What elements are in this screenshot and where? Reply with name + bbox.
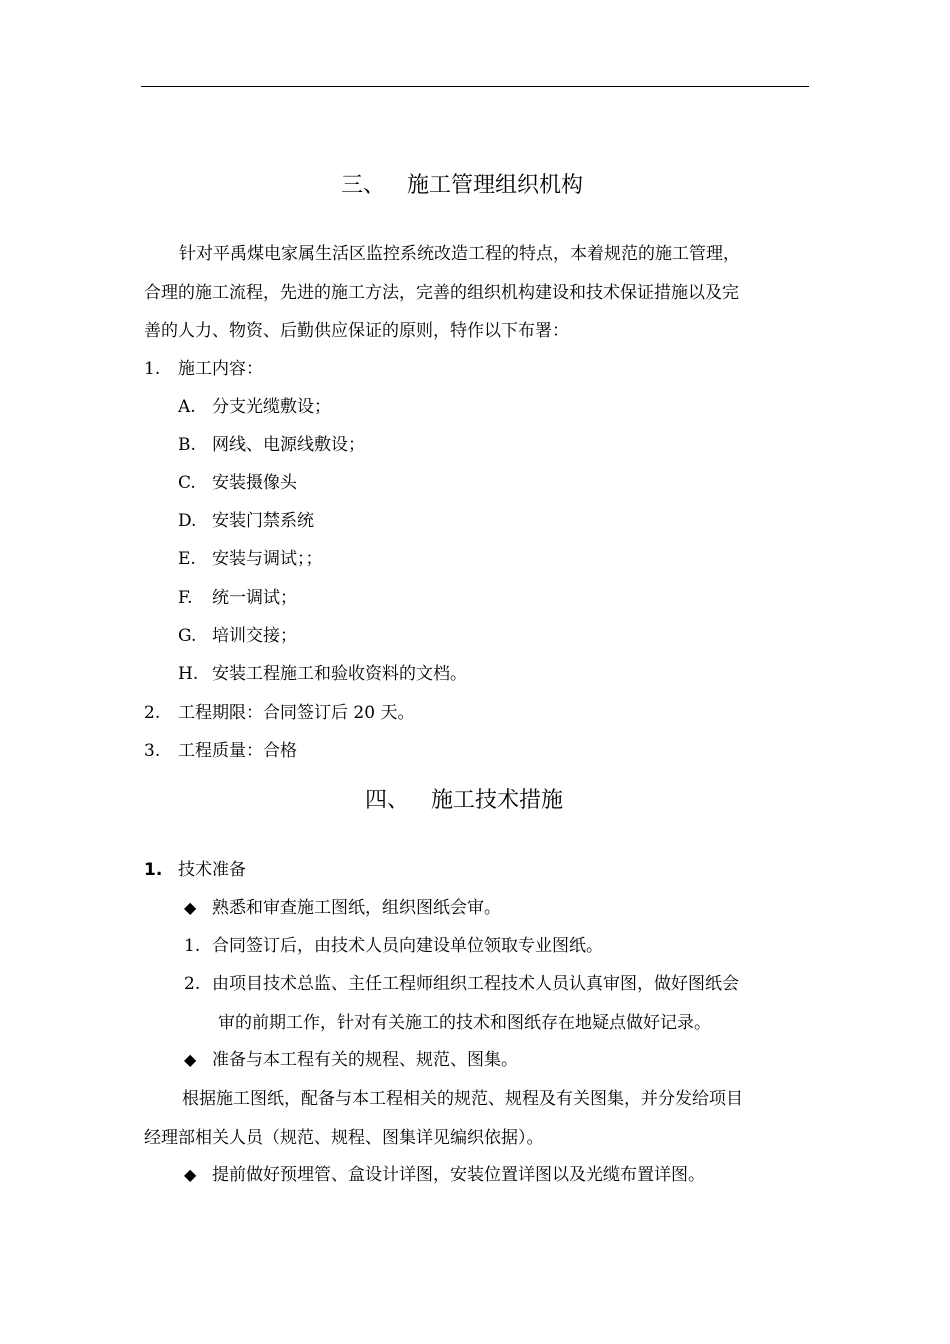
sub-item-text: 安装摄像头 (212, 473, 297, 493)
bullet-text: 准备与本工程有关的规程、规范、图集。 (212, 1050, 518, 1070)
section3-title: 施工管理组织机构 (407, 173, 584, 198)
diamond-bullet-icon: ◆ (184, 898, 197, 917)
sub-item-text: 网线、电源线敷设； (212, 435, 365, 455)
intro-line-1: 针对平禹煤电家属生活区监控系统改造工程的特点，本着规范的施工管理， (179, 244, 740, 264)
sub-item-text: 分支光缆敷设； (212, 397, 331, 417)
item2-text: 工程期限：合同签订后 20 天。 (178, 703, 415, 723)
sub-item-letter: C. (178, 473, 196, 493)
sub-item-letter: E. (178, 549, 196, 569)
diamond-bullet-icon: ◆ (184, 1165, 197, 1184)
bullet-text: 熟悉和审查施工图纸，组织图纸会审。 (212, 898, 501, 918)
step1-number: 1. (184, 936, 201, 956)
sub-item-letter: B. (178, 435, 196, 455)
para-line-1: 根据施工图纸，配备与本工程相关的规范、规程及有关图集，并分发给项目 (182, 1089, 743, 1109)
section4-number: 四、 (365, 788, 410, 813)
para-line-2: 经理部相关人员（规范、规程、图集详见编织依据）。 (144, 1128, 544, 1148)
step2-number: 2. (184, 974, 201, 994)
s4-item1-text: 技术准备 (178, 860, 246, 880)
step2-continuation: 审的前期工作，针对有关施工的技术和图纸存在地疑点做好记录。 (218, 1013, 711, 1033)
item2-number: 2. (144, 703, 161, 723)
sub-item-text: 安装门禁系统 (212, 511, 314, 531)
sub-item-text: 安装与调试；； (212, 549, 323, 569)
step1-text: 合同签订后，由技术人员向建设单位领取专业图纸。 (212, 936, 603, 956)
sub-item-text: 统一调试； (212, 588, 297, 608)
sub-item-letter: D. (178, 511, 197, 531)
s4-item1-number: 1. (144, 860, 163, 880)
item1-number: 1. (144, 359, 161, 379)
sub-item-text: 培训交接； (212, 626, 297, 646)
sub-item-letter: A. (178, 397, 196, 417)
item3-text: 工程质量：合格 (178, 741, 297, 761)
intro-line-2: 合理的施工流程，先进的施工方法，完善的组织机构建设和技术保证措施以及完 (144, 283, 739, 303)
sub-item-letter: F. (178, 588, 193, 608)
sub-item-text: 安装工程施工和验收资料的文档。 (212, 664, 467, 684)
sub-item-letter: G. (178, 626, 197, 646)
item3-number: 3. (144, 741, 161, 761)
diamond-bullet-icon: ◆ (184, 1050, 197, 1069)
sub-item-letter: H. (178, 664, 199, 684)
step2-text: 由项目技术总监、主任工程师组织工程技术人员认真审图，做好图纸会 (212, 974, 739, 994)
header-rule (141, 86, 809, 87)
bullet-text: 提前做好预埋管、盒设计详图，安装位置详图以及光缆布置详图。 (212, 1165, 705, 1185)
section3-number: 三、 (341, 173, 386, 198)
item1-text: 施工内容： (178, 359, 263, 379)
intro-line-3: 善的人力、物资、后勤供应保证的原则，特作以下布署： (144, 321, 569, 341)
section4-title: 施工技术措施 (431, 788, 564, 813)
